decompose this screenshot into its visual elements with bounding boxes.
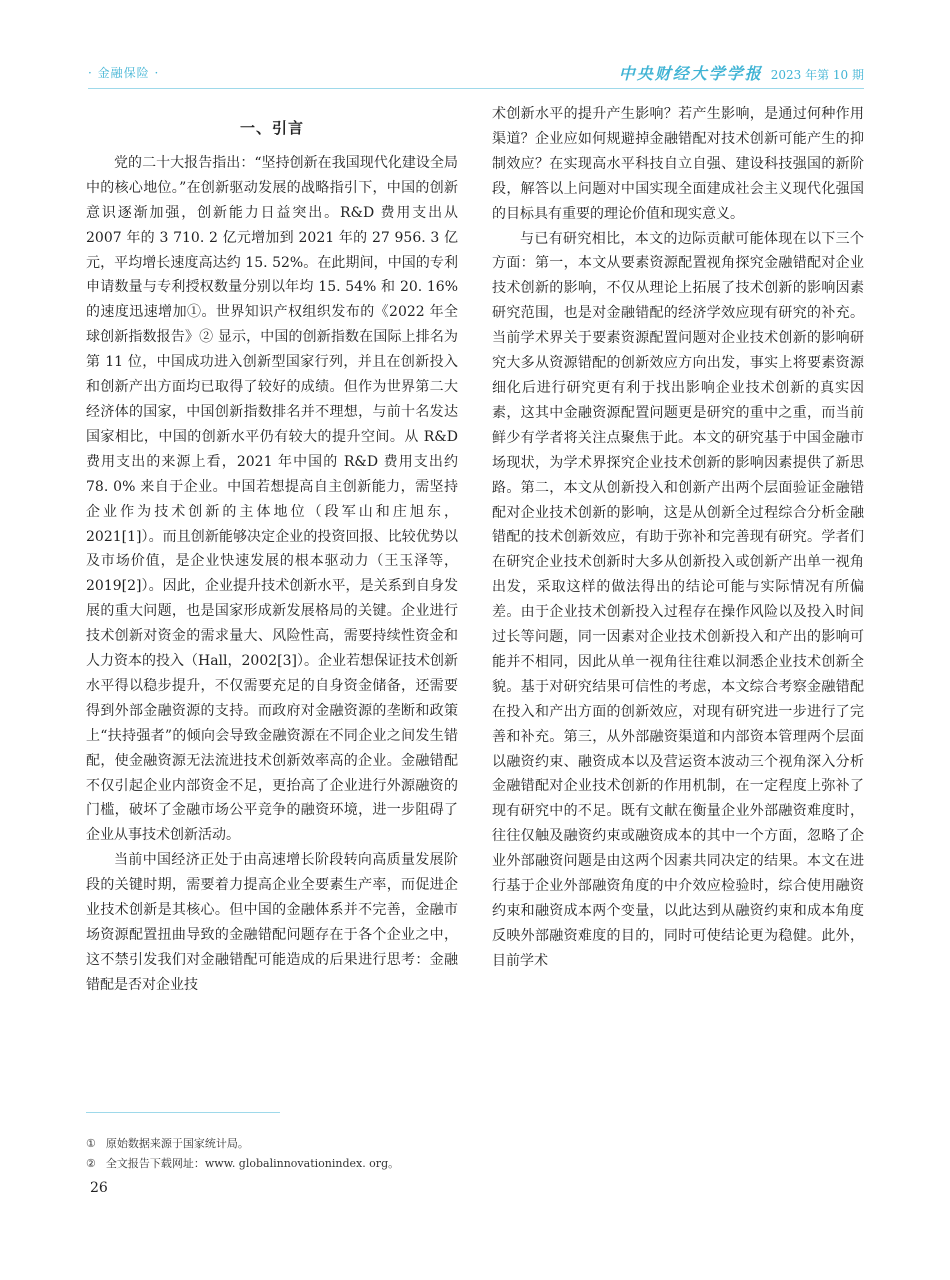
left-column	[86, 102, 458, 998]
journal-name: 中央财经大学学报	[618, 64, 763, 83]
journal-info	[619, 61, 864, 84]
paragraph: 术创新水平的提升产生影响？若产生影响，是通过何种作用渠道？企业应如何规避掉金融错配对技术创新可能产生的抑制效应？在实现高水平科技自立自强、建设科技强国的新阶段，解答以上问题对中国实现全面建成社会主义现代化强国的目标具有重要的理论价值和现实意义。	[492, 106, 864, 222]
paragraph: 与已有研究相比，本文的边际贡献可能体现在以下三个方面：第一，本文从要素资源配置视角探究金融错配对企业技术创新的影响，不仅从理论上拓展了技术创新的影响因素研究范围，也是对金融错配的经济学效应现有研究的补充。当前学术界关于要素资源配置问题对企业技术创新的影响研究大多从资源错配的创新效应方向出发，事实上将要素资源细化后进行研究更有利于找出影响企业技术创新的真实因素，这其中金融资源配置问题更是研究的重中之重，而当前鲜少有学者将关注点聚焦于此。本文的研究基于中国金融市场现状，为学术界探究企业技术创新的影响因素提供了新思路。第二，本文从创新投入和创新产出两个层面验证金融错配对企业技术创新的影响，这是从创新全过程综合分析金融错配的技术创新效应，有助于弥补和完善现有研究。学者们在研究企业技术创新时大多从创新投入或创新产出单一视角出发，采取这样的做法得出的结论可能与实际情况有所偏差。由于企业技术创新投入过程存在操作风险以及投入时间过长等问题，同一因素对企业技术创新投入和产出的影响可能并不相同，因此从单一视角往往难以洞悉企业技术创新全貌。基于对研究结果可信性的考虑，本文综合考察金融错配在投入和产出方面的创新效应，对现有研究进一步进行了完善和补充。第三，从外部融资渠道和内部资本管理两个层面以融资约束、融资成本以及营运资本波动三个视角深入分析金融错配对企业技术创新的作用机制，在一定程度上弥补了现有研究中的不足。既有文献在衡量企业外部融资难度时，往往仅触及融资约束或融资成本的其中一个方面，忽略了企业外部融资问题是由这两个因素共同决定的结果。本文在进行基于企业外部融资角度的中介效应检验时，综合使用融资约束和融资成本两个变量，以此达到从融资约束和成本角度反映外部融资难度的目的，同时可使结论更为稳健。此外，目前学术	[492, 230, 864, 969]
right-column	[492, 102, 864, 974]
footnote-1	[86, 1134, 399, 1154]
footnote-rule	[86, 1112, 280, 1113]
issue-label: 2023 年第 10 期	[770, 68, 864, 82]
section-label: · 金融保险 ·	[88, 66, 160, 80]
page-number: 26	[90, 1180, 108, 1196]
paragraph: 党的二十大报告指出：“坚持创新在我国现代化建设全局中的核心地位。”在创新驱动发展的战略指引下，中国的创新意识逐渐加强，创新能力日益突出。R&D 费用支出从 2007 年的 3 710. 2 亿元增加到 2021 年的 27 956. 3 亿元，平均增长速度高达约 15. 52%。在此期间，中国的专利申请数量与专利授权数量分别以年均 15. 54% 和 20. 16% 的速度迅速增加①。世界知识产权组织发布的《2022 年全球创新指数报告》② 显示，中国的创新指数在国际上排名为第 11 位，中国成功进入创新型国家行列，并且在创新投入和创新产出方面均已取得了较好的成绩。但作为世界第二大经济体的国家，中国创新指数排名并不理想，与前十名发达国家相比，中国的创新水平仍有较大的提升空间。从 R&D 费用支出的来源上看，2021 年中国的 R&D 费用支出约 78. 0% 来自于企业。中国若想提高自主创新能力，需坚持企业作为技术创新的主体地位（段军山和庄旭东，2021[1]）。而且创新能够决定企业的投资回报、比较优势以及市场价值，是企业快速发展的根本驱动力（王玉泽等，2019[2]）。因此，企业提升技术创新水平，是关系到自身发展的重大问题，也是国家形成新发展格局的关键。企业进行技术创新对资金的需求量大、风险性高，需要持续性资金和人力资本的投入（Hall，2002[3]）。企业若想保证技术创新水平得以稳步提升，不仅需要充足的自身资金储备，还需要得到外部金融资源的支持。而政府对金融资源的垄断和政策上“扶持强者”的倾向会导致金融资源在不同企业之间发生错配，使金融资源无法流进技术创新效率高的企业。金融错配不仅引起企业内部资金不足，更抬高了企业进行外源融资的门槛，破坏了金融市场公平竞争的融资环境，进一步阻碍了企业从事技术创新活动。	[86, 154, 458, 844]
footnotes	[86, 1134, 399, 1174]
section-title: 一、引言	[239, 119, 304, 137]
footnote-text: 全文报告下载网址：www. globalinnovationindex. org。	[105, 1157, 400, 1170]
running-header	[88, 58, 864, 89]
footnote-text: 原始数据来源于国家统计局。	[105, 1137, 249, 1150]
footnote-mark: ①	[86, 1137, 96, 1150]
footnote-mark: ②	[86, 1157, 96, 1170]
footnote-2	[86, 1154, 399, 1174]
paragraph: 当前中国经济正处于由高速增长阶段转向高质量发展阶段的关键时期，需要着力提高企业全要素生产率，而促进企业技术创新是其核心。但中国的金融体系并不完善，金融市场资源配置扭曲导致的金融错配问题存在于各个企业之中，这不禁引发我们对金融错配可能造成的后果进行思考：金融错配是否对企业技	[86, 852, 458, 993]
